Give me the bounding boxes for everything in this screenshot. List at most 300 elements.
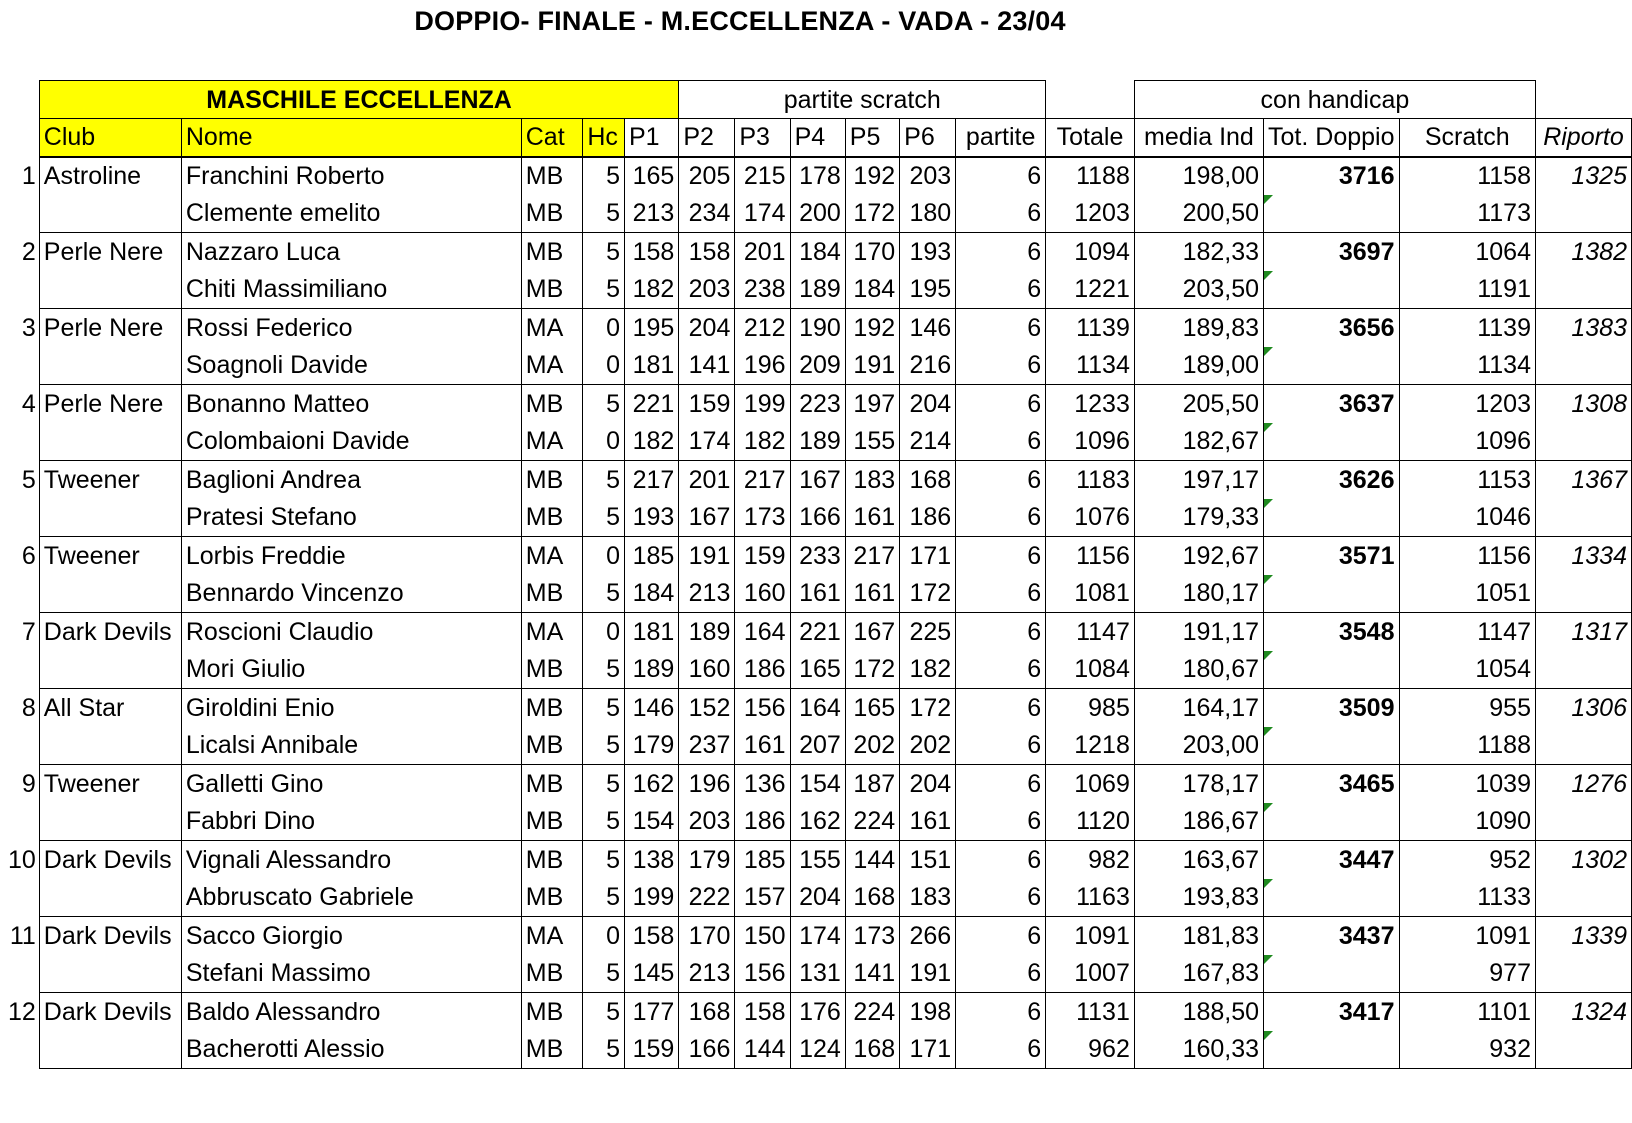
player-name-cell: Baglioni Andrea xyxy=(181,461,521,499)
game-score-cell: 191 xyxy=(679,537,735,575)
col-header-p4: P4 xyxy=(790,119,845,157)
table-row xyxy=(0,803,1632,841)
doubles-total-cell: 3716 xyxy=(1264,157,1399,195)
average-cell: 167,83 xyxy=(1134,955,1263,993)
category-cell: MA xyxy=(521,347,583,385)
scratch-cell: 1039 xyxy=(1399,765,1535,803)
category-cell: MB xyxy=(521,841,583,879)
doubles-total-cell xyxy=(1264,955,1399,993)
game-score-cell: 185 xyxy=(735,841,790,879)
games-count-cell: 6 xyxy=(956,347,1046,385)
total-cell: 1094 xyxy=(1046,233,1135,271)
game-score-cell: 212 xyxy=(735,309,790,347)
table-row xyxy=(0,993,1632,1031)
game-score-cell: 201 xyxy=(679,461,735,499)
rank-cell xyxy=(0,651,39,689)
game-score-cell: 166 xyxy=(679,1031,735,1069)
game-score-cell: 184 xyxy=(624,575,678,613)
total-cell: 1076 xyxy=(1046,499,1135,537)
rank-cell: 5 xyxy=(21,465,36,494)
game-score-cell: 202 xyxy=(900,727,956,765)
rank-cell: 6 xyxy=(21,541,36,570)
category-cell: MB xyxy=(521,271,583,309)
game-score-cell: 141 xyxy=(845,955,899,993)
category-cell: MA xyxy=(521,537,583,575)
average-cell: 160,33 xyxy=(1134,1031,1263,1069)
rank-cell: 7 xyxy=(21,617,36,646)
game-score-cell: 124 xyxy=(790,1031,845,1069)
game-score-cell: 204 xyxy=(900,385,956,423)
game-score-cell: 179 xyxy=(624,727,678,765)
game-score-cell: 266 xyxy=(900,917,956,955)
page-title: DOPPIO- FINALE - M.ECCELLENZA - VADA - 23/04 xyxy=(414,6,1066,36)
riporto-cell xyxy=(1535,575,1631,613)
rank-cell xyxy=(0,879,39,917)
game-score-cell: 172 xyxy=(845,651,899,689)
scratch-cell: 1203 xyxy=(1399,385,1535,423)
doubles-total-cell xyxy=(1264,195,1399,233)
game-score-cell: 156 xyxy=(735,955,790,993)
game-score-cell: 155 xyxy=(845,423,899,461)
games-count-cell: 6 xyxy=(956,917,1046,955)
game-score-cell: 160 xyxy=(679,651,735,689)
games-count-cell: 6 xyxy=(956,613,1046,651)
handicap-cell: 5 xyxy=(583,233,625,271)
rank-cell xyxy=(0,347,39,385)
game-score-cell: 217 xyxy=(845,537,899,575)
riporto-cell: 1339 xyxy=(1535,917,1631,955)
col-header-totale: Totale xyxy=(1046,119,1135,157)
doubles-total-cell xyxy=(1264,575,1399,613)
game-score-cell: 167 xyxy=(845,613,899,651)
table-row xyxy=(0,765,1632,803)
scratch-cell: 1188 xyxy=(1399,727,1535,765)
category-cell: MB xyxy=(521,727,583,765)
game-score-cell: 165 xyxy=(845,689,899,727)
player-name-cell: Mori Giulio xyxy=(181,651,521,689)
table-row xyxy=(0,841,1632,879)
club-cell: Perle Nere xyxy=(39,309,181,347)
game-score-cell: 213 xyxy=(679,955,735,993)
game-score-cell: 189 xyxy=(790,423,845,461)
col-header-hc: Hc xyxy=(583,119,625,157)
game-score-cell: 204 xyxy=(790,879,845,917)
average-cell: 180,67 xyxy=(1134,651,1263,689)
average-cell: 180,17 xyxy=(1134,575,1263,613)
game-score-cell: 168 xyxy=(900,461,956,499)
category-cell: MB xyxy=(521,955,583,993)
game-score-cell: 205 xyxy=(679,157,735,195)
handicap-cell: 5 xyxy=(583,157,625,195)
doubles-total-cell xyxy=(1264,347,1399,385)
handicap-cell: 5 xyxy=(583,993,625,1031)
club-cell: Dark Devils xyxy=(39,841,181,879)
doubles-total-cell xyxy=(1264,727,1399,765)
game-score-cell: 225 xyxy=(900,613,956,651)
total-cell: 1188 xyxy=(1046,157,1135,195)
scratch-group-header: partite scratch xyxy=(679,81,1046,119)
total-cell: 962 xyxy=(1046,1031,1135,1069)
scratch-cell: 1046 xyxy=(1399,499,1535,537)
total-cell: 1218 xyxy=(1046,727,1135,765)
game-score-cell: 192 xyxy=(845,157,899,195)
table-row xyxy=(0,271,1632,309)
player-name-cell: Franchini Roberto xyxy=(181,157,521,195)
game-score-cell: 190 xyxy=(790,309,845,347)
game-score-cell: 138 xyxy=(624,841,678,879)
game-score-cell: 191 xyxy=(900,955,956,993)
doubles-total-cell: 3417 xyxy=(1264,993,1399,1031)
handicap-cell: 5 xyxy=(583,385,625,423)
scratch-cell: 1139 xyxy=(1399,309,1535,347)
games-count-cell: 6 xyxy=(956,195,1046,233)
game-score-cell: 172 xyxy=(900,689,956,727)
riporto-cell xyxy=(1535,879,1631,917)
scratch-cell: 977 xyxy=(1399,955,1535,993)
game-score-cell: 165 xyxy=(624,157,678,195)
total-cell: 1084 xyxy=(1046,651,1135,689)
game-score-cell: 238 xyxy=(735,271,790,309)
game-score-cell: 214 xyxy=(900,423,956,461)
table-row xyxy=(0,575,1632,613)
col-header-p1: P1 xyxy=(624,119,678,157)
game-score-cell: 161 xyxy=(735,727,790,765)
average-cell: 203,50 xyxy=(1134,271,1263,309)
riporto-cell: 1325 xyxy=(1535,157,1631,195)
table-row xyxy=(0,537,1632,575)
handicap-cell: 5 xyxy=(583,499,625,537)
club-cell: Dark Devils xyxy=(39,613,181,651)
game-score-cell: 145 xyxy=(624,955,678,993)
games-count-cell: 6 xyxy=(956,651,1046,689)
handicap-cell: 5 xyxy=(583,689,625,727)
player-name-cell: Roscioni Claudio xyxy=(181,613,521,651)
game-score-cell: 161 xyxy=(845,499,899,537)
table-row xyxy=(0,917,1632,955)
player-name-cell: Chiti Massimiliano xyxy=(181,271,521,309)
games-count-cell: 6 xyxy=(956,689,1046,727)
col-header-tot-doppio: Tot. Doppio xyxy=(1264,119,1399,157)
game-score-cell: 224 xyxy=(845,993,899,1031)
handicap-cell: 0 xyxy=(583,347,625,385)
club-cell: Dark Devils xyxy=(39,917,181,955)
games-count-cell: 6 xyxy=(956,993,1046,1031)
average-cell: 200,50 xyxy=(1134,195,1263,233)
games-count-cell: 6 xyxy=(956,727,1046,765)
game-score-cell: 200 xyxy=(790,195,845,233)
game-score-cell: 177 xyxy=(624,993,678,1031)
game-score-cell: 197 xyxy=(845,385,899,423)
category-cell: MB xyxy=(521,1031,583,1069)
game-score-cell: 203 xyxy=(900,157,956,195)
scratch-cell: 1156 xyxy=(1399,537,1535,575)
club-cell xyxy=(39,271,181,309)
total-cell: 985 xyxy=(1046,689,1135,727)
game-score-cell: 217 xyxy=(624,461,678,499)
total-cell: 1139 xyxy=(1046,309,1135,347)
game-score-cell: 170 xyxy=(679,917,735,955)
handicap-cell: 5 xyxy=(583,461,625,499)
game-score-cell: 201 xyxy=(735,233,790,271)
player-name-cell: Pratesi Stefano xyxy=(181,499,521,537)
average-cell: 182,67 xyxy=(1134,423,1263,461)
scratch-cell: 1091 xyxy=(1399,917,1535,955)
game-score-cell: 198 xyxy=(900,993,956,1031)
game-score-cell: 203 xyxy=(679,271,735,309)
game-score-cell: 157 xyxy=(735,879,790,917)
game-score-cell: 203 xyxy=(679,803,735,841)
handicap-cell: 5 xyxy=(583,955,625,993)
club-cell xyxy=(39,879,181,917)
col-header-nome: Nome xyxy=(181,119,521,157)
handicap-cell: 0 xyxy=(583,537,625,575)
category-cell: MA xyxy=(521,613,583,651)
game-score-cell: 204 xyxy=(900,765,956,803)
riporto-cell xyxy=(1535,423,1631,461)
player-name-cell: Bonanno Matteo xyxy=(181,385,521,423)
club-cell xyxy=(39,195,181,233)
game-score-cell: 196 xyxy=(735,347,790,385)
game-score-cell: 167 xyxy=(790,461,845,499)
rank-cell: 4 xyxy=(21,389,36,418)
game-score-cell: 196 xyxy=(679,765,735,803)
riporto-cell: 1367 xyxy=(1535,461,1631,499)
scratch-cell: 1158 xyxy=(1399,157,1535,195)
riporto-cell xyxy=(1535,651,1631,689)
club-cell: Tweener xyxy=(39,461,181,499)
club-cell xyxy=(39,727,181,765)
player-name-cell: Bacherotti Alessio xyxy=(181,1031,521,1069)
game-score-cell: 162 xyxy=(624,765,678,803)
average-cell: 182,33 xyxy=(1134,233,1263,271)
total-cell: 1096 xyxy=(1046,423,1135,461)
rank-cell xyxy=(0,803,39,841)
game-score-cell: 173 xyxy=(735,499,790,537)
club-cell: Astroline xyxy=(39,157,181,195)
rank-cell: 3 xyxy=(21,313,36,342)
game-score-cell: 182 xyxy=(624,423,678,461)
category-cell: MA xyxy=(521,309,583,347)
riporto-cell xyxy=(1535,347,1631,385)
total-cell: 1147 xyxy=(1046,613,1135,651)
game-score-cell: 199 xyxy=(735,385,790,423)
table-row xyxy=(0,499,1632,537)
handicap-cell: 5 xyxy=(583,1031,625,1069)
game-score-cell: 172 xyxy=(845,195,899,233)
category-cell: MB xyxy=(521,765,583,803)
category-cell: MB xyxy=(521,803,583,841)
riporto-cell: 1308 xyxy=(1535,385,1631,423)
rank-cell xyxy=(0,727,39,765)
game-score-cell: 221 xyxy=(624,385,678,423)
average-cell: 191,17 xyxy=(1134,613,1263,651)
col-header-p6: P6 xyxy=(900,119,956,157)
average-cell: 192,67 xyxy=(1134,537,1263,575)
average-cell: 181,83 xyxy=(1134,917,1263,955)
handicap-cell: 5 xyxy=(583,195,625,233)
club-cell xyxy=(39,347,181,385)
game-score-cell: 215 xyxy=(735,157,790,195)
column-header-row xyxy=(0,119,1632,157)
doubles-total-cell xyxy=(1264,271,1399,309)
col-header-cat: Cat xyxy=(521,119,583,157)
player-name-cell: Colombaioni Davide xyxy=(181,423,521,461)
game-score-cell: 160 xyxy=(735,575,790,613)
scratch-cell: 1133 xyxy=(1399,879,1535,917)
game-score-cell: 178 xyxy=(790,157,845,195)
riporto-cell xyxy=(1535,271,1631,309)
player-name-cell: Licalsi Annibale xyxy=(181,727,521,765)
games-count-cell: 6 xyxy=(956,233,1046,271)
game-score-cell: 146 xyxy=(624,689,678,727)
club-cell: Perle Nere xyxy=(39,385,181,423)
handicap-cell: 5 xyxy=(583,575,625,613)
game-score-cell: 161 xyxy=(845,575,899,613)
game-score-cell: 161 xyxy=(900,803,956,841)
riporto-cell: 1383 xyxy=(1535,309,1631,347)
game-score-cell: 179 xyxy=(679,841,735,879)
average-cell: 179,33 xyxy=(1134,499,1263,537)
games-count-cell: 6 xyxy=(956,955,1046,993)
game-score-cell: 164 xyxy=(790,689,845,727)
game-score-cell: 184 xyxy=(790,233,845,271)
games-count-cell: 6 xyxy=(956,803,1046,841)
col-header-p3: P3 xyxy=(735,119,790,157)
games-count-cell: 6 xyxy=(956,841,1046,879)
total-cell: 1134 xyxy=(1046,347,1135,385)
game-score-cell: 180 xyxy=(900,195,956,233)
doubles-total-cell: 3447 xyxy=(1264,841,1399,879)
total-cell: 1007 xyxy=(1046,955,1135,993)
total-cell: 1183 xyxy=(1046,461,1135,499)
scratch-cell: 955 xyxy=(1399,689,1535,727)
player-name-cell: Bennardo Vincenzo xyxy=(181,575,521,613)
category-cell: MB xyxy=(521,689,583,727)
game-score-cell: 154 xyxy=(624,803,678,841)
games-count-cell: 6 xyxy=(956,1031,1046,1069)
col-header-riporto: Riporto xyxy=(1535,119,1631,157)
player-name-cell: Soagnoli Davide xyxy=(181,347,521,385)
game-score-cell: 187 xyxy=(845,765,899,803)
total-cell: 1131 xyxy=(1046,993,1135,1031)
handicap-cell: 5 xyxy=(583,651,625,689)
club-cell xyxy=(39,1031,181,1069)
game-score-cell: 144 xyxy=(845,841,899,879)
table-row xyxy=(0,423,1632,461)
category-cell: MB xyxy=(521,993,583,1031)
rank-cell xyxy=(0,195,39,233)
col-header-partite: partite xyxy=(956,119,1046,157)
game-score-cell: 171 xyxy=(900,1031,956,1069)
riporto-cell xyxy=(1535,1031,1631,1069)
riporto-cell xyxy=(1535,803,1631,841)
game-score-cell: 195 xyxy=(900,271,956,309)
riporto-cell: 1324 xyxy=(1535,993,1631,1031)
player-name-cell: Lorbis Freddie xyxy=(181,537,521,575)
club-cell xyxy=(39,651,181,689)
games-count-cell: 6 xyxy=(956,461,1046,499)
game-score-cell: 131 xyxy=(790,955,845,993)
game-score-cell: 183 xyxy=(900,879,956,917)
rank-cell xyxy=(0,271,39,309)
club-cell: Perle Nere xyxy=(39,233,181,271)
game-score-cell: 182 xyxy=(624,271,678,309)
table-row xyxy=(0,195,1632,233)
game-score-cell: 189 xyxy=(790,271,845,309)
category-cell: MB xyxy=(521,233,583,271)
total-cell: 1163 xyxy=(1046,879,1135,917)
doubles-total-cell xyxy=(1264,879,1399,917)
scratch-cell: 1101 xyxy=(1399,993,1535,1031)
rank-cell: 2 xyxy=(21,237,36,266)
total-cell: 982 xyxy=(1046,841,1135,879)
game-score-cell: 172 xyxy=(900,575,956,613)
game-score-cell: 144 xyxy=(735,1031,790,1069)
game-score-cell: 193 xyxy=(624,499,678,537)
col-header-media: media Ind xyxy=(1134,119,1263,157)
scratch-cell: 1096 xyxy=(1399,423,1535,461)
games-count-cell: 6 xyxy=(956,157,1046,195)
game-score-cell: 154 xyxy=(790,765,845,803)
game-score-cell: 207 xyxy=(790,727,845,765)
game-score-cell: 183 xyxy=(845,461,899,499)
player-name-cell: Sacco Giorgio xyxy=(181,917,521,955)
average-cell: 205,50 xyxy=(1134,385,1263,423)
game-score-cell: 159 xyxy=(624,1031,678,1069)
category-cell: MA xyxy=(521,917,583,955)
game-score-cell: 221 xyxy=(790,613,845,651)
player-name-cell: Fabbri Dino xyxy=(181,803,521,841)
handicap-cell: 5 xyxy=(583,271,625,309)
club-cell: All Star xyxy=(39,689,181,727)
scratch-cell: 1054 xyxy=(1399,651,1535,689)
game-score-cell: 217 xyxy=(735,461,790,499)
game-score-cell: 159 xyxy=(679,385,735,423)
game-score-cell: 193 xyxy=(900,233,956,271)
scratch-cell: 1051 xyxy=(1399,575,1535,613)
riporto-cell: 1276 xyxy=(1535,765,1631,803)
games-count-cell: 6 xyxy=(956,537,1046,575)
game-score-cell: 184 xyxy=(845,271,899,309)
handicap-group-header: con handicap xyxy=(1134,81,1535,119)
category-cell: MB xyxy=(521,385,583,423)
rank-cell xyxy=(0,499,39,537)
category-cell: MB xyxy=(521,879,583,917)
games-count-cell: 6 xyxy=(956,879,1046,917)
doubles-total-cell xyxy=(1264,651,1399,689)
game-score-cell: 181 xyxy=(624,347,678,385)
games-count-cell: 6 xyxy=(956,575,1046,613)
game-score-cell: 186 xyxy=(900,499,956,537)
handicap-cell: 5 xyxy=(583,765,625,803)
club-cell xyxy=(39,955,181,993)
doubles-total-cell xyxy=(1264,1031,1399,1069)
col-header-p2: P2 xyxy=(679,119,735,157)
scratch-cell: 1173 xyxy=(1399,195,1535,233)
scratch-cell: 932 xyxy=(1399,1031,1535,1069)
player-name-cell: Galletti Gino xyxy=(181,765,521,803)
game-score-cell: 146 xyxy=(900,309,956,347)
player-name-cell: Abbruscato Gabriele xyxy=(181,879,521,917)
game-score-cell: 186 xyxy=(735,651,790,689)
table-row xyxy=(0,879,1632,917)
rank-cell xyxy=(0,955,39,993)
table-row xyxy=(0,613,1632,651)
average-cell: 188,50 xyxy=(1134,993,1263,1031)
total-cell: 1069 xyxy=(1046,765,1135,803)
player-name-cell: Baldo Alessandro xyxy=(181,993,521,1031)
category-cell: MA xyxy=(521,423,583,461)
